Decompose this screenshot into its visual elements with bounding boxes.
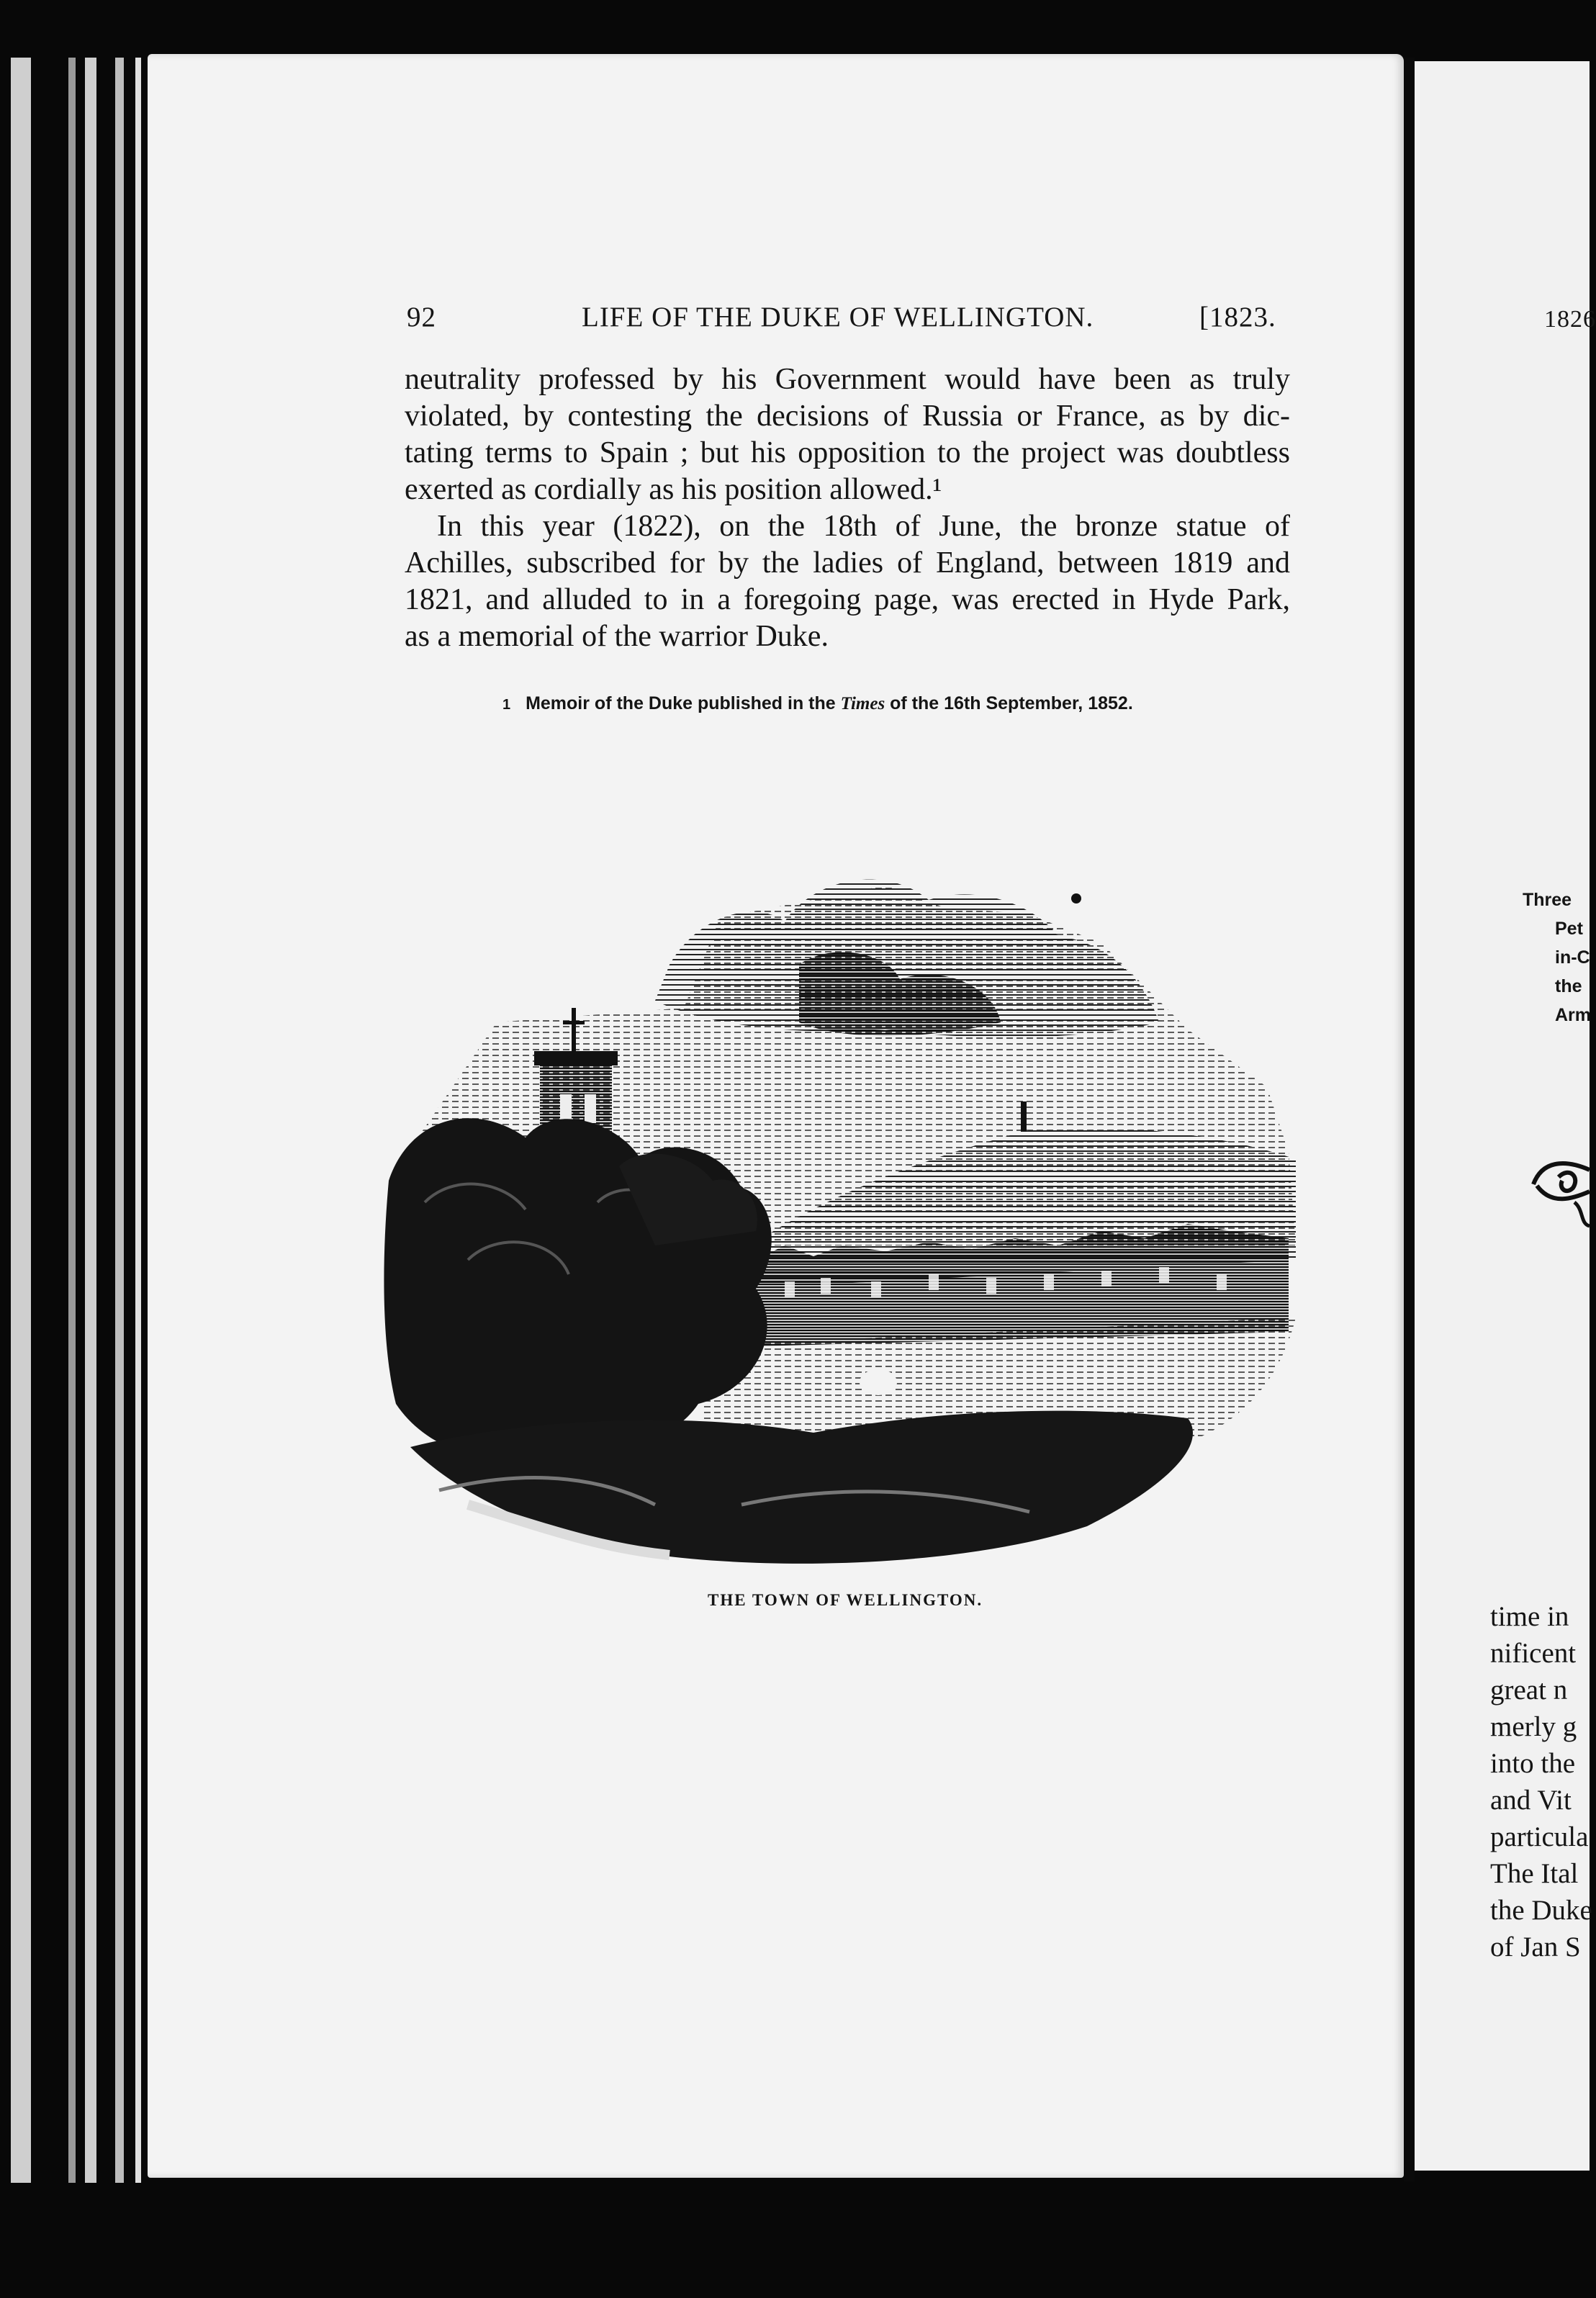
- right-body-line: The Ital: [1490, 1858, 1579, 1889]
- right-body-line: particula: [1490, 1821, 1589, 1852]
- footnote-text: of the 16th September, 1852.: [890, 693, 1133, 713]
- body-line: as a memorial of the warrior Duke.: [405, 620, 829, 653]
- binding-strip: [135, 58, 141, 2183]
- side-note-line: Pet: [1555, 919, 1583, 939]
- running-title: LIFE OF THE DUKE OF WELLINGTON.: [582, 302, 1094, 333]
- body-line: violated, by contesting the decisions of Russia or France, as by dic-: [405, 400, 1290, 433]
- binding-strip: [115, 58, 124, 2183]
- side-note-line: Arm: [1555, 1005, 1592, 1025]
- body-line: exerted as cordially as his position allowed.¹: [405, 473, 942, 506]
- right-body-line: into the: [1490, 1748, 1576, 1779]
- right-body-line: time in: [1490, 1601, 1569, 1632]
- right-page-body: [1490, 1598, 1590, 1965]
- body-line: tating terms to Spain ; but his opposition to the project was doubtless: [405, 436, 1290, 469]
- binding-strip: [11, 58, 31, 2183]
- ornament-graphic: [1530, 1141, 1590, 1227]
- right-page-header: 1826: [1544, 306, 1596, 333]
- right-body-line: the Duke: [1490, 1895, 1592, 1926]
- body-line: Achilles, subscribed for by the ladies of England, between 1819 and: [405, 546, 1290, 580]
- right-body-line: of Jan S: [1490, 1932, 1581, 1963]
- page-number: 92: [407, 302, 436, 333]
- right-page-side-note: [1523, 886, 1590, 1029]
- body-line: In this year (1822), on the 18th of June, the bronze statue of: [437, 510, 1290, 543]
- right-body-line: merly g: [1490, 1711, 1577, 1742]
- engraving-town-of-wellington: [382, 857, 1310, 1577]
- binding-strip: [68, 58, 76, 2183]
- body-line: 1821, and alluded to in a foregoing page, was erected in Hyde Park,: [405, 583, 1290, 616]
- page-gutter: [1404, 58, 1415, 2181]
- side-note-line: in-C: [1555, 947, 1590, 968]
- footnote: [502, 693, 1133, 714]
- illustration-caption: THE TOWN OF WELLINGTON.: [708, 1591, 983, 1609]
- binding-strip: [85, 58, 96, 2183]
- right-body-line: and Vit: [1490, 1785, 1572, 1816]
- footnote-italic: Times: [840, 694, 885, 713]
- right-page: [1415, 61, 1596, 2171]
- body-line: neutrality professed by his Government would have been as truly: [405, 363, 1290, 396]
- side-note-line: the: [1555, 976, 1582, 996]
- footnote-text: Memoir of the Duke published in the: [526, 693, 836, 713]
- right-body-line: great n: [1490, 1675, 1568, 1706]
- footnote-marker: 1: [502, 697, 511, 713]
- right-body-line: nificent: [1490, 1638, 1577, 1669]
- side-note-line: Three: [1523, 890, 1572, 910]
- running-year: [1823.: [1199, 302, 1276, 333]
